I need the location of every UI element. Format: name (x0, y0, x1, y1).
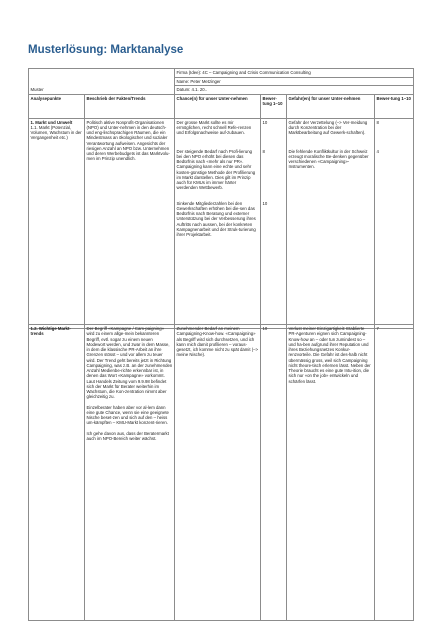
header-bewertung-gefahr: Bewer-tung 1–10 (375, 94, 414, 118)
section2-chance-score: 10 (261, 325, 287, 621)
page-title: Musterlösung: Marktanalyse (28, 44, 184, 56)
section2-fakten (85, 325, 175, 621)
section1-gefahren (287, 118, 375, 328)
section1-chance-2: Der steigende Bedarf nach Profi-lierung bei den NPO erhöht bei diesen das Bedürfnis nach «mehr als nur PR». Campaigning kann eine echte und sehr kosten-günstige Methode der Profilierung im Markt darstellen. Dies gilt im Prinzip auch für KMUs im immer härter werdenden Wettbewerb. (176, 148, 256, 191)
section1-chance-score-3: 10 (262, 200, 268, 206)
section2-fakt-2: Einzelberater haben aber vor al-lem dann eine gute Chance, wenn sie eine geeignete Nische beset-zen und sich auf den – heiss um-kämpften – KMU-Markt konzent-rieren. (86, 404, 169, 426)
header-bewertung-chance: Bewer-tung 1–10 (261, 94, 287, 118)
section1-chancen (175, 118, 261, 328)
section1-gefahr-score-1: 8 (376, 119, 379, 125)
section2-gefahr-score: 7 (375, 325, 414, 621)
section1-label-rest: 1.1. Markt (Potenzial, Volumen, Wachstum in der Vergangenheit etc.) (30, 124, 82, 141)
section1-gefahr-2: Die fehlende Konfliktkultur in der Schweiz erzeugt moralische Be-denken gegenüber verschiedenen «Campaigning»-Instrumenten. (288, 148, 369, 170)
header-gefahr: Gefahr(en) für unser Unter-nehmen (287, 94, 375, 118)
muster-label: Muster (30, 87, 44, 93)
firma-cell: Firma (Idee): 4C – Campaigning and Crisis Communication Consulting (175, 69, 414, 78)
section1-gefahr-scores (375, 118, 414, 328)
section1-chance-3: Sinkende Mitgliederzahlen bei den Gewerkschaften erhöhen bei die-sen das Bedürfnis nach Beratung und externer Unterstützung bei der Verbesserung ihres Auftritts nach aussen, bei der konkreten Kampagnenarbeit und der Struk-turierung ihrer Projektarbeit. (176, 200, 256, 237)
section2-label: 1.2. Wichtige Markt-trends (29, 325, 85, 621)
table-row (29, 118, 414, 328)
section1-chance-1: Der grosse Markt sollte es mir ermöglichen, recht schnell Refe-renzen und Erfolgsnachweise auf-zubauen. (176, 119, 252, 135)
section2-chance: Zunehmender Bedarf an meinem Campaigning-Know-how. «Campaigning» als Begriff wird sich durchsetzen, und ich kann mich damit profilieren – voraus-gesetzt, ich komme nicht zu spät damit (–> meine Nische). (175, 325, 261, 621)
section1-fakten: Politisch aktive Nonprofit-Organisationen (NPO) und Unter-nehmen in den deutsch- und eng-lischsprachigen Räumen, die ein Mindestmass an ökologischer und sozialer Verantwortung aufweisen. Angesichts der riesigen Anzahl an NPO bzw. Unternehmen und deren Werbebudgets ist das Marktvolu-men im Prinzip unendlich. (85, 118, 175, 328)
section2-fakt-3: Ich gehe davon aus, dass der Beratermarkt auch im NPO-Bereich weiter wächst. (86, 430, 169, 442)
section2-gefahr: Verlust meiner Einzigartigkeit: Etablierte PR-Agenturen eignen sich Campaigning-Know-how an – oder tun zumindest so – und ha-ben aufgrund ihrer Reputation und ihres Beziehungsnetzes Konkur-renzvorteile. Die Gefahr ist des-halb nicht übermässig gross, weil sich Campaigning nicht theore-tisch erlernen lässt. Neben der Theorie braucht es eine gute Intu-ition, die sich nur «on the job» entwickeln und schärfen lässt. (287, 325, 375, 621)
market-analysis-table (28, 68, 414, 329)
header-chance: Chance(n) für unser Unter-nehmen (175, 94, 261, 118)
section1-chance-score-1: 10 (262, 119, 268, 125)
name-cell: Name: Peter Metzinger (175, 78, 414, 86)
section1-chance-scores (261, 118, 287, 328)
header-fakten: Beschrieb der Fakten/Trends (85, 94, 175, 118)
datum-cell: Datum: 4.1. 20.. (175, 86, 414, 94)
market-trends-table (28, 324, 414, 621)
header-analysepunkte: Analysepunkte (29, 94, 85, 118)
muster-cell (29, 69, 175, 95)
column-header-row (29, 94, 414, 118)
section1-gefahr-score-2: 4 (376, 148, 379, 154)
section1-label-bold: 1. Markt und Umwelt (30, 119, 73, 125)
table-row (29, 325, 414, 621)
section1-label (29, 118, 85, 328)
section1-gefahr-1: Gefahr der Verzettelung (–> Ver-meidung durch Konzentration bei der Marktbearbeitung auf Gewerk-schaften). (288, 119, 368, 135)
section2-fakt-1: Der Begriff «Kampagne / Cam-paigning» wird zu einem allge-mein bekannteren Begriff, evtl. sogar zu einem neuen Modewort werden, und zwar in dem Masse, in dem die klassische PR-Arbeit an ihre Grenzen stösst – und vor allem zu teuer wird. Der Trend geht bereits jetzt in Richtung Campaigning, was z.B. an der zunehmenden Anzahl Medienbe-richte erkennbar ist, in denen das Wort «Kampagne» vorkommt. Laut Handels Zeitung vom 9.9.98 befindet sich der Markt für Berater weiterhin im Wachstum, die Kon-zentration nimmt aber gleichzeitig zu. (86, 326, 173, 400)
section1-chance-score-2: 8 (262, 148, 265, 154)
